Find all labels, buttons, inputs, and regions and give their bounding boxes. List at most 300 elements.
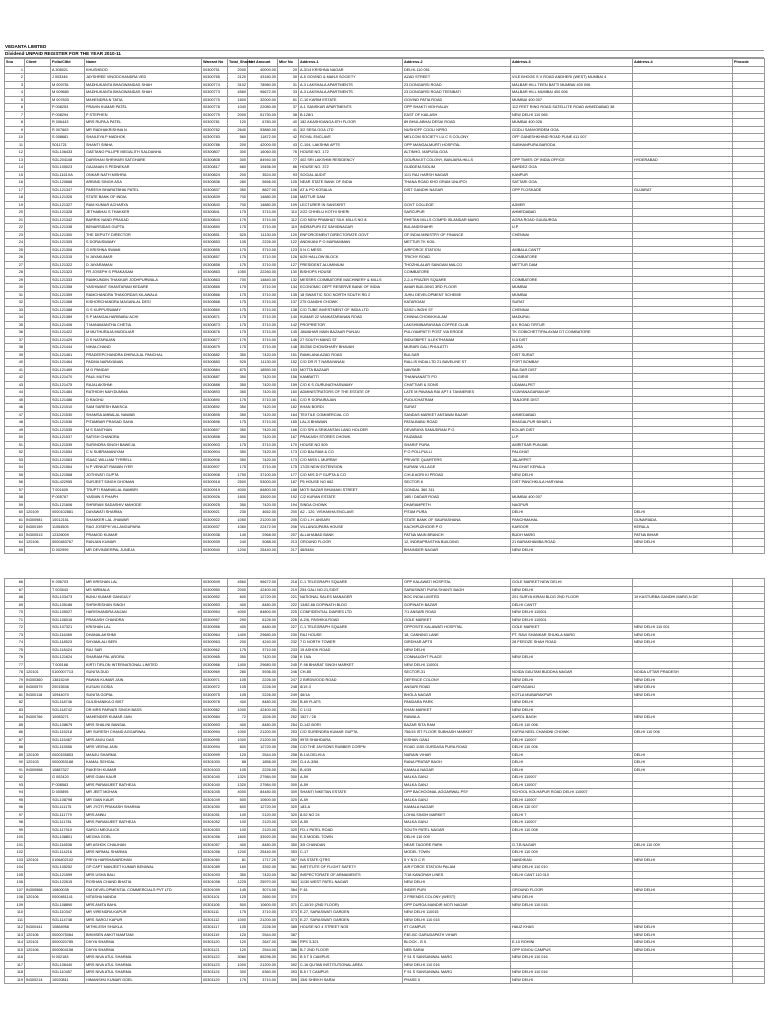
table-row <box>5 336 765 344</box>
table-cell: 00300952 <box>202 594 228 602</box>
table-cell: NEW DELHI <box>633 856 733 864</box>
table-cell: 30 <box>5 284 25 292</box>
table-row <box>5 441 765 449</box>
table-cell: 113 <box>5 931 25 939</box>
table-cell: D S NATARAJAN <box>85 336 202 344</box>
table-row <box>5 714 765 722</box>
table-cell: NEW DELHI 110 015 <box>403 916 511 924</box>
table-cell <box>633 494 733 502</box>
table-cell: NITASHA NANDA <box>85 894 202 902</box>
table-cell: NEW DELHI 110 016 <box>403 961 511 969</box>
table-cell: DARYAGANJ <box>511 684 633 692</box>
table-cell: 0106402102 <box>51 856 85 864</box>
table-cell: 00300950 <box>202 586 228 594</box>
table-cell <box>25 916 51 924</box>
table-cell <box>733 601 765 609</box>
table-cell: 165 <box>278 419 299 427</box>
table-cell <box>633 456 733 464</box>
table-cell: DHARAMPETH <box>403 501 511 509</box>
table-cell: SHYAMLALI BERI <box>85 639 202 647</box>
table-row <box>5 946 765 954</box>
table-cell: 00301099 <box>202 886 228 894</box>
table-cell: 300 <box>228 969 248 977</box>
table-cell: 43 <box>5 381 25 389</box>
table-cell: OF INDIA MINISTRY OF FINANCE <box>403 231 511 239</box>
table-cell: 309 <box>278 789 299 797</box>
table-cell: 10083271 <box>51 714 85 722</box>
table-cell: ENFORCEMENT DIRECTORATE GOVT <box>299 231 403 239</box>
table-cell: C/O K S GURUNATHASWAMY <box>299 381 403 389</box>
table-cell <box>511 931 633 939</box>
table-cell: DELHI 7 <box>511 811 633 819</box>
table-cell: 206 <box>278 524 299 532</box>
table-cell <box>733 901 765 909</box>
table-cell: KANPUR <box>511 171 633 179</box>
table-cell <box>733 134 765 142</box>
table-cell <box>633 419 733 427</box>
column-header: Total_Shares <box>229 60 253 64</box>
table-cell: 00301040 <box>202 774 228 782</box>
table-cell: 11872.00 <box>248 134 278 142</box>
table-cell: 27984.00 <box>248 781 278 789</box>
table-cell: 30/258 CHOWDHARY BHAVAN <box>299 344 403 352</box>
table-cell <box>733 171 765 179</box>
table-cell: 00301049 <box>202 796 228 804</box>
table-cell <box>733 631 765 639</box>
table-cell: JETHABHAI S THAKKER <box>85 209 202 217</box>
table-cell: 350 <box>228 351 248 359</box>
table-cell: RAM KUMAR ACHARYA <box>85 201 202 209</box>
table-cell: 46 <box>5 404 25 412</box>
table-cell: SGL121606 <box>51 501 85 509</box>
table-cell: 89 <box>5 751 25 759</box>
table-cell <box>25 624 51 632</box>
table-cell: SCHOOL KOLHAPUR ROAD DELHI 110007 <box>511 789 633 797</box>
table-cell: 112 <box>278 216 299 224</box>
table-cell <box>633 261 733 269</box>
table-cell: 37 <box>5 336 25 344</box>
table-cell: 173 <box>278 449 299 457</box>
table-cell: F 51 S SANSANWAL MARG <box>403 969 511 977</box>
table-cell: 10012151 <box>51 516 85 524</box>
table-cell: 00300863 <box>202 276 228 284</box>
table-cell: 74 <box>5 639 25 647</box>
table-cell: SARASWATI PURA SHANTI BAGH <box>403 586 511 594</box>
table-cell: NEW DELHI <box>633 886 733 894</box>
table-cell <box>733 864 765 872</box>
table-cell: TRUPTI RAMNIKLAL BAMBRI <box>85 486 202 494</box>
table-cell <box>733 381 765 389</box>
table-cell <box>25 594 51 602</box>
table-cell: 393 <box>278 969 299 977</box>
table-cell: 350 <box>228 389 248 397</box>
table-cell <box>633 849 733 857</box>
table-cell: 00300817 <box>202 164 228 172</box>
table-cell: SHARIF PURA <box>403 441 511 449</box>
table-cell: 97 <box>5 811 25 819</box>
table-cell <box>25 156 51 164</box>
table-cell <box>633 239 733 247</box>
table-cell: F4E-BC GARUDAPATH VIHAR <box>403 931 511 939</box>
table-cell <box>633 909 733 917</box>
table-cell <box>733 426 765 434</box>
table-cell <box>633 901 733 909</box>
table-cell <box>733 744 765 752</box>
table-cell: 63 <box>5 531 25 539</box>
table-cell: 600 <box>228 594 248 602</box>
table-cell: 3/2 SESA GOA LTD <box>299 126 403 134</box>
table-cell <box>511 149 633 157</box>
table-cell <box>25 729 51 737</box>
table-cell: METTUR TK KOIL <box>403 239 511 247</box>
table-cell: PARESH BHARATBHAI PATEL <box>85 186 202 194</box>
table-cell: 5936.00 <box>248 669 278 677</box>
table-cell: SHAILEYA P MADHOK <box>85 134 202 142</box>
table-cell <box>25 879 51 887</box>
table-cell: 402 SRI LAKSHMI RESIDENCY <box>299 156 403 164</box>
table-cell <box>25 381 51 389</box>
table-cell: M 009680 <box>51 89 85 97</box>
table-cell: NEW DELHI <box>511 676 633 684</box>
table-cell: NOIDA GAUTAM BUDDHA NAGAR <box>511 669 633 677</box>
table-cell: KAMALA NAGAR <box>403 766 511 774</box>
table-cell: PRAVIN KUMAR PATEL <box>85 104 202 112</box>
table-cell: NEW DELHI <box>511 471 633 479</box>
table-cell: CHENNAI <box>511 231 633 239</box>
table-cell: OPP BACHOOMAL AGGARWAL PSY <box>403 789 511 797</box>
table-cell <box>633 269 733 277</box>
table-cell <box>511 269 633 277</box>
table-cell: DEVARAYA SAMUDRAM P O <box>403 426 511 434</box>
table-cell: 300 <box>228 149 248 157</box>
table-cell: KAMAL SEHGAL <box>85 759 202 767</box>
table-cell: MADHUKANTA BHAGWANDAS SHAH <box>85 81 202 89</box>
table-cell: IN300214 <box>25 976 51 984</box>
table-cell: 213 <box>278 539 299 547</box>
table-cell: KUSUM GOSIA <box>85 684 202 692</box>
table-cell: 3074.00 <box>248 886 278 894</box>
table-cell: SHRIKRISHAN SINGH <box>85 601 202 609</box>
table-cell <box>733 706 765 714</box>
table-cell: GOVIND PATIA ROAD <box>403 96 511 104</box>
table-cell: 00300954 <box>202 609 228 617</box>
table-cell: 00300778 <box>202 104 228 112</box>
table-cell <box>733 246 765 254</box>
table-cell: 00300884 <box>202 366 228 374</box>
table-cell <box>733 616 765 624</box>
table-cell: SGL114748 <box>51 916 85 924</box>
table-cell: 7420.00 <box>248 501 278 509</box>
table-cell: 60 <box>5 509 25 517</box>
table-cell <box>733 834 765 842</box>
table-cell <box>25 194 51 202</box>
table-cell: MR SURESH CHAND AGGARWAL <box>85 729 202 737</box>
table-cell: SGL114216 <box>51 849 85 857</box>
table-cell <box>25 721 51 729</box>
table-cell: 225 <box>278 609 299 617</box>
table-cell: PRAKASH STORES CHOWK <box>299 434 403 442</box>
table-cell: T 005168 <box>51 661 85 669</box>
table-cell: SGL121333 <box>51 276 85 284</box>
table-cell <box>733 231 765 239</box>
table-row <box>5 886 765 894</box>
table-cell: BENARSIDAS GUPTA <box>85 224 202 232</box>
table-cell: 108 <box>278 194 299 202</box>
table-cell: GULSHANIKA G BIST <box>85 699 202 707</box>
table-cell: OPP KALAWATI HOSPITAL <box>403 579 511 587</box>
table-cell: IIT CAMPUS <box>403 924 511 932</box>
table-cell: 247 <box>278 676 299 684</box>
table-cell: OPP FLOSKADE <box>511 186 633 194</box>
table-cell: MRS RUPA A PATEL <box>85 119 202 127</box>
table-cell: 117 <box>5 961 25 969</box>
table-cell <box>633 471 733 479</box>
table-cell: 00300969 <box>202 669 228 677</box>
table-cell: 350 <box>228 871 248 879</box>
table-row <box>5 486 765 494</box>
table-cell: SGL105027 <box>51 609 85 617</box>
table-cell: 00300775 <box>202 96 228 104</box>
table-cell <box>25 954 51 962</box>
table-cell: NEW DELHI 110015 <box>403 909 511 917</box>
table-cell: 280 <box>228 179 248 187</box>
table-row <box>5 381 765 389</box>
table-cell: 253 <box>278 729 299 737</box>
table-cell <box>733 759 765 767</box>
table-cell: 116 <box>5 954 25 962</box>
table-cell: ROAD 1150 GURDASA PURA ROAD <box>403 744 511 752</box>
table-cell: PATNA MAIN BRANCH <box>403 531 511 539</box>
table-cell: 15/6 SHEIKH SARAI <box>299 976 403 984</box>
table-cell: SGL121461 <box>51 351 85 359</box>
table-cell: 00301051 <box>202 811 228 819</box>
table-row <box>5 609 765 617</box>
table-row <box>5 751 765 759</box>
table-cell <box>25 661 51 669</box>
table-cell: 25440.00 <box>248 546 278 554</box>
table-cell: 320 <box>278 826 299 834</box>
table-cell: DHANALAKSHMI <box>85 631 202 639</box>
table-cell: 00300883 <box>202 359 228 367</box>
table-cell: 187 <box>278 479 299 487</box>
table-cell: 6126.00 <box>248 616 278 624</box>
table-cell: 37100.00 <box>248 471 278 479</box>
table-cell: 350 <box>228 654 248 662</box>
table-cell <box>633 654 733 662</box>
table-cell: 18 <box>5 194 25 202</box>
table-cell: 15 <box>5 171 25 179</box>
table-cell: METTUR DAM <box>511 261 633 269</box>
table-cell: R 006443 <box>51 119 85 127</box>
table-cell: 00300779 <box>202 111 228 119</box>
table-cell <box>633 66 733 74</box>
table-cell: 19456.00 <box>248 164 278 172</box>
table-cell: 161 <box>278 396 299 404</box>
table-cell <box>733 201 765 209</box>
table-cell <box>733 74 765 82</box>
table-cell: 47 <box>5 411 25 419</box>
table-cell: HYDERABAD <box>633 156 733 164</box>
table-cell: SGL121568 <box>51 471 85 479</box>
table-cell: 371 <box>278 901 299 909</box>
table-cell: SGL121358 <box>51 284 85 292</box>
table-cell <box>25 246 51 254</box>
table-cell: 2640 <box>228 126 248 134</box>
column-header: Address-2 <box>403 59 511 67</box>
table-cell: ROYAL ENCLAVE <box>299 134 403 142</box>
table-cell <box>733 396 765 404</box>
table-cell: 400 <box>228 699 248 707</box>
table-cell: AIRFORCE STATION <box>403 246 511 254</box>
table-cell: DELHI 110007 <box>511 796 633 804</box>
table-cell: 00301119 <box>202 931 228 939</box>
table-cell <box>733 954 765 962</box>
table-cell: 00300999 <box>202 751 228 759</box>
table-cell: KURANI VILLAGE <box>403 464 511 472</box>
table-cell: 7 <box>5 111 25 119</box>
table-row <box>5 419 765 427</box>
table-cell: MALKA GANJ <box>403 819 511 827</box>
table-cell <box>511 916 633 924</box>
table-cell: 00301121 <box>202 946 228 954</box>
table-cell: 77 <box>5 661 25 669</box>
table-cell: 251 <box>278 706 299 714</box>
table-cell: COIMBATORE <box>511 276 633 284</box>
table-cell: 00300964 <box>202 631 228 639</box>
table-cell: OPP IGNOU CAMPUS <box>511 946 633 954</box>
table-cell: C-17 <box>299 849 403 857</box>
table-cell: DELHI 110 009 <box>511 849 633 857</box>
table-cell: 100 <box>228 811 248 819</box>
table-cell: 20 <box>5 209 25 217</box>
table-cell: 00301057 <box>202 841 228 849</box>
table-cell <box>733 509 765 517</box>
table-cell <box>733 811 765 819</box>
table-cell: F 51 S SANSANWAL MARG <box>403 954 511 962</box>
table-cell: 00300837 <box>202 186 228 194</box>
table-cell: 3710.00 <box>248 209 278 217</box>
table-cell: 58 <box>5 494 25 502</box>
table-cell <box>733 639 765 647</box>
table-cell: SGL103473 <box>51 594 85 602</box>
table-cell: 57 <box>5 486 25 494</box>
table-cell <box>633 209 733 217</box>
table-cell: CONNAUGHT PLACE <box>403 654 511 662</box>
table-cell <box>633 164 733 172</box>
table-cell: 00300994 <box>202 729 228 737</box>
table-cell <box>633 321 733 329</box>
table-cell <box>633 194 733 202</box>
table-cell: SGL115556 <box>51 744 85 752</box>
table-cell: MRS ANITA BAHL <box>85 901 202 909</box>
table-cell <box>633 366 733 374</box>
table-cell: 00300892 <box>202 404 228 412</box>
table-cell: AGRA ROAD GULBURGA <box>511 216 633 224</box>
table-cell: DIVYA SHARMA <box>85 946 202 954</box>
table-cell <box>633 74 733 82</box>
table-cell: 00300956 <box>202 624 228 632</box>
table-cell <box>25 586 51 594</box>
table-cell: SGL121429 <box>51 336 85 344</box>
table-cell <box>25 486 51 494</box>
table-row <box>5 601 765 609</box>
table-cell: 500 <box>228 796 248 804</box>
table-cell: 175 <box>228 976 248 984</box>
table-cell: DELHI 110007 <box>511 774 633 782</box>
table-row <box>5 826 765 834</box>
table-cell: 2226.00 <box>248 924 278 932</box>
table-row <box>5 684 765 692</box>
table-cell: P 005767 <box>51 494 85 502</box>
table-cell: SGL121510 <box>51 404 85 412</box>
table-cell <box>25 374 51 382</box>
table-cell <box>733 351 765 359</box>
table-cell: SATTARI GOA <box>511 179 633 187</box>
table-cell: 23 DONGARSI ROAD <box>403 81 511 89</box>
table-cell: 78 <box>5 669 25 677</box>
table-cell: 4240.00 <box>248 639 278 647</box>
table-cell: KHAN MARKET <box>403 706 511 714</box>
table-cell: 21200.00 <box>248 961 278 969</box>
table-cell: G-4 A-3/56 <box>299 759 403 767</box>
table-cell: 29 <box>5 276 25 284</box>
table-cell <box>633 699 733 707</box>
table-cell: C/O BALRAM & CO <box>299 449 403 457</box>
table-cell: 350 <box>228 381 248 389</box>
table-cell: 22472.00 <box>248 524 278 532</box>
table-cell: 65 <box>5 546 25 554</box>
table-cell: MR KRISHAN LAL <box>85 579 202 587</box>
table-row <box>5 901 765 909</box>
table-cell: 00300918 <box>202 479 228 487</box>
table-cell: M MUTHURAJA MUDDLIAR <box>85 329 202 337</box>
table-cell: 10600.00 <box>248 901 278 909</box>
table-cell: 11/30 WEST PATEL NAGAR <box>299 879 403 887</box>
table-cell: 350 <box>228 456 248 464</box>
table-cell <box>733 516 765 524</box>
table-cell: 00300975 <box>202 691 228 699</box>
table-cell: MUMBAI <box>511 291 633 299</box>
table-cell: SGL121537 <box>51 434 85 442</box>
table-cell: 2/22 CHHELU KOTHI SHERI <box>299 209 403 217</box>
table-cell: 100 <box>228 819 248 827</box>
table-row <box>5 654 765 662</box>
table-cell: NEW DELHI <box>511 976 633 984</box>
table-row <box>5 691 765 699</box>
table-cell <box>633 826 733 834</box>
table-cell: NEW DELHI <box>511 586 633 594</box>
table-cell <box>633 961 733 969</box>
table-cell: SGL121305 <box>51 239 85 247</box>
table-cell: 200 <box>228 171 248 179</box>
table-cell: 2226.00 <box>248 239 278 247</box>
table-cell: 10800035 <box>51 886 85 894</box>
table-cell: SGL121328 <box>51 209 85 217</box>
table-row <box>5 494 765 502</box>
table-cell <box>633 916 733 924</box>
table-cell: 24 <box>5 239 25 247</box>
table-cell <box>511 646 633 654</box>
table-cell: 64 <box>5 539 25 547</box>
table-cell: K 1NA <box>299 654 403 662</box>
table-cell: 3710.00 <box>248 419 278 427</box>
table-cell <box>733 141 765 149</box>
table-cell: 00300888 <box>202 381 228 389</box>
table-cell: PROPRIETOR <box>299 321 403 329</box>
table-cell: PULIYAMPATTI POST VIA ERODE <box>403 329 511 337</box>
table-cell: 00301000 <box>202 759 228 767</box>
table-cell: 7420.00 <box>248 426 278 434</box>
